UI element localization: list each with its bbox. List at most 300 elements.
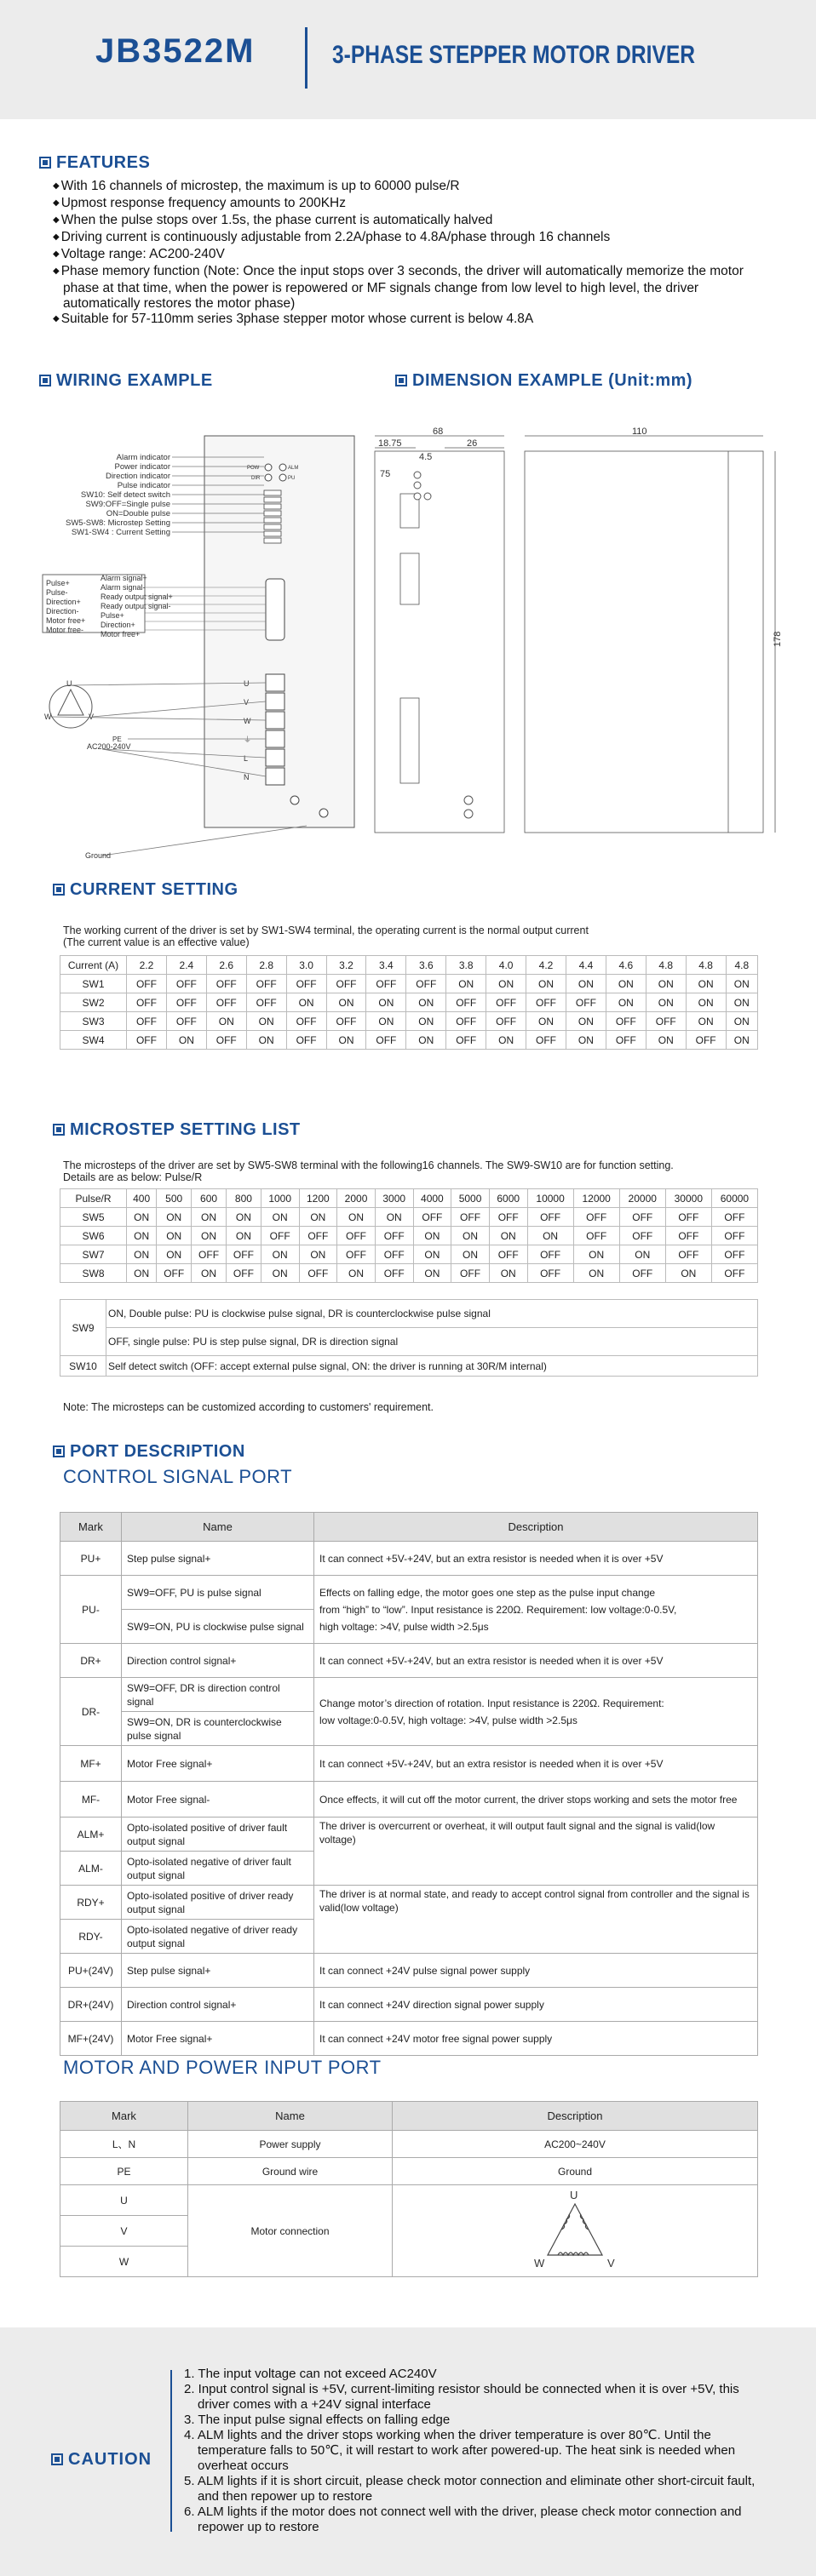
value-cell: ON	[299, 1245, 337, 1264]
dim-110: 110	[632, 426, 647, 437]
dim-4-5: 4.5	[419, 452, 433, 462]
value-cell: ON	[299, 1208, 337, 1227]
value-cell: 3.2	[326, 956, 366, 975]
value-cell: 20000	[619, 1189, 665, 1208]
value-cell: OFF	[711, 1264, 757, 1283]
mark-cell: W	[60, 2247, 188, 2277]
led-label: POW	[247, 466, 260, 471]
name-cell: SW9=ON, PU is clockwise pulse signal	[122, 1610, 314, 1644]
wiring-title: WIRING EXAMPLE	[56, 371, 213, 390]
value-cell: ON	[665, 1264, 711, 1283]
row-label-cell: SW3	[60, 1012, 127, 1031]
value-cell: ON	[446, 975, 486, 993]
feature-item: ◆ With 16 channels of microstep, the maximum is up to 60000 pulse/R	[53, 179, 751, 196]
sw9-on-desc: ON, Double pulse: PU is clockwise pulse signal, DR is counterclockwise pulse signal	[106, 1300, 758, 1328]
value-cell: OFF	[665, 1208, 711, 1227]
feature-item: ◆ Suitable for 57-110mm series 3phase stepper motor whose current is below 4.8A	[53, 312, 751, 329]
value-cell: OFF	[527, 1245, 573, 1264]
table-row	[60, 1245, 758, 1264]
value-cell: 400	[127, 1189, 157, 1208]
signal-label: Alarm signal-	[101, 583, 146, 592]
name-cell: Direction control signal+	[122, 1988, 314, 2022]
name-cell: Step pulse signal+	[122, 1542, 314, 1576]
value-cell: OFF	[337, 1245, 376, 1264]
ground-screw-icon	[319, 809, 328, 817]
value-cell: ON	[366, 1012, 406, 1031]
signal-label: Ready output signal+	[101, 592, 173, 601]
led-label: DIR	[251, 476, 261, 481]
value-cell: 1000	[261, 1189, 299, 1208]
value-cell: OFF	[166, 993, 206, 1012]
terminal-label: ⏚	[244, 736, 252, 744]
motor-winding-cell	[393, 2185, 758, 2277]
value-cell: OFF	[366, 1031, 406, 1050]
value-cell: 3.4	[366, 956, 406, 975]
wiring-heading	[39, 371, 213, 391]
value-cell: ON	[192, 1208, 227, 1227]
value-cell: ON	[413, 1227, 451, 1245]
terminal-label: W	[244, 717, 251, 725]
value-cell: OFF	[646, 1012, 686, 1031]
value-cell: 600	[192, 1189, 227, 1208]
value-cell: OFF	[286, 975, 326, 993]
value-cell: 4.8	[646, 956, 686, 975]
value-cell: OFF	[246, 975, 286, 993]
value-cell: ON	[413, 1245, 451, 1264]
name-cell: SW9=OFF, PU is pulse signal	[122, 1576, 314, 1610]
control-port-subheading: CONTROL SIGNAL PORT	[63, 1466, 293, 1487]
row-label-cell: Current (A)	[60, 956, 127, 975]
dim-26: 26	[467, 438, 478, 449]
desc-line: from “high” to “low”. Input resistance is 220Ω. Requirement: low voltage:0-0.5V,	[319, 1603, 677, 1616]
caution-item: 5. ALM lights if it is short circuit, please check motor connection and eliminate other short-circuit fault, and then repower up to restore	[184, 2474, 756, 2504]
value-cell: OFF	[446, 1012, 486, 1031]
product-title: 3-PHASE STEPPER MOTOR DRIVER	[332, 41, 696, 69]
col-name: Name	[188, 2102, 393, 2131]
row-label-cell: SW4	[60, 1031, 127, 1050]
current-note-2: (The current value is an effective value)	[63, 936, 250, 948]
value-cell: ON	[489, 1227, 527, 1245]
table-row	[60, 1264, 758, 1283]
value-cell: OFF	[375, 1245, 413, 1264]
features-heading	[39, 153, 150, 173]
value-cell: 4.6	[606, 956, 646, 975]
desc-cell: It can connect +24V motor free signal power supply	[314, 2022, 758, 2056]
value-cell: OFF	[337, 1227, 376, 1245]
value-cell: ON	[526, 1012, 566, 1031]
col-desc: Description	[393, 2102, 758, 2131]
value-cell: ON	[646, 1031, 686, 1050]
feature-item: ◆ Phase memory function (Note: Once the input stops over 3 seconds, the driver will automatically memorize the motor phase at that time, when the power is repowered or MF signals change from low level to high level, the driver automatically restores the motor phase)	[53, 264, 751, 312]
value-cell: ON	[246, 1031, 286, 1050]
caution-heading	[51, 2450, 152, 2470]
value-cell: ON	[375, 1208, 413, 1227]
value-cell: OFF	[665, 1227, 711, 1245]
value-cell: ON	[566, 1031, 606, 1050]
power-port-subheading: MOTOR AND POWER INPUT PORT	[63, 2057, 382, 2078]
value-cell: 4.4	[566, 956, 606, 975]
value-cell: ON	[526, 975, 566, 993]
name-cell: Motor Free signal-	[122, 1782, 314, 1818]
microstep-footnote: Note: The microsteps can be customized according to customers' requirement.	[63, 1401, 434, 1413]
name-cell: Direction control signal+	[122, 1644, 314, 1678]
table-row	[60, 975, 758, 993]
mark-cell: RDY+	[60, 1886, 122, 1920]
desc-cell: It can connect +5V-+24V, but an extra resistor is needed when it is over +5V	[314, 1746, 758, 1782]
value-cell: OFF	[286, 1031, 326, 1050]
value-cell: OFF	[489, 1245, 527, 1264]
value-cell: OFF	[286, 1012, 326, 1031]
ac-label: AC200-240V	[87, 742, 131, 751]
value-cell: OFF	[619, 1264, 665, 1283]
desc-cell: Ground	[393, 2158, 758, 2185]
desc-cell: It can connect +24V direction signal power supply	[314, 1988, 758, 2022]
value-cell: ON	[686, 975, 726, 993]
signal-label: Ready output signal-	[101, 602, 171, 610]
value-cell: OFF	[406, 975, 446, 993]
db15-connector[interactable]	[266, 579, 284, 640]
mark-cell: PU+	[60, 1542, 122, 1576]
name-cell: Ground wire	[188, 2158, 393, 2185]
value-cell: ON	[606, 993, 646, 1012]
mark-cell: PU-	[60, 1576, 122, 1644]
terminal-label: N	[244, 773, 250, 781]
microstep-table	[60, 1188, 758, 1283]
feature-item: ◆ Voltage range: AC200-240V	[53, 247, 751, 264]
value-cell: OFF	[711, 1245, 757, 1264]
value-cell: ON	[413, 1264, 451, 1283]
current-heading	[53, 880, 238, 900]
value-cell: ON	[686, 1012, 726, 1031]
desc-cell: AC200~240V	[393, 2131, 758, 2158]
mark-cell: DR+	[60, 1644, 122, 1678]
value-cell: ON	[127, 1208, 157, 1227]
value-cell: OFF	[127, 975, 167, 993]
value-cell: ON	[619, 1245, 665, 1264]
value-cell: OFF	[299, 1264, 337, 1283]
terminal-label: V	[244, 698, 250, 707]
signal-label: Motor free+	[101, 630, 141, 638]
value-cell: 3.8	[446, 956, 486, 975]
signal-label: Pulse-	[46, 588, 68, 597]
header-divider	[305, 27, 307, 89]
row-label-cell: SW7	[60, 1245, 127, 1264]
dimension-drawing	[366, 426, 792, 847]
value-cell: OFF	[375, 1227, 413, 1245]
sw9-label: SW9	[60, 1300, 106, 1356]
col-mark: Mark	[60, 2102, 188, 2131]
value-cell: ON	[486, 1031, 526, 1050]
mark-cell: MF+(24V)	[60, 2022, 122, 2056]
value-cell: ON	[726, 1031, 757, 1050]
desc-line: high voltage: >4V, pulse width >2.5μs	[319, 1620, 489, 1633]
ground-label: Ground	[85, 851, 112, 860]
mark-cell: MF-	[60, 1782, 122, 1818]
value-cell: ON	[157, 1227, 192, 1245]
row-label-cell: SW2	[60, 993, 127, 1012]
caution-item: 2. Input control signal is +5V, current-limiting resistor should be connected when it is over +5V, this driver comes with a +24V signal interface	[184, 2382, 739, 2412]
current-title: CURRENT SETTING	[70, 880, 238, 899]
value-cell: ON	[726, 993, 757, 1012]
value-cell: ON	[451, 1245, 490, 1264]
value-cell: ON	[166, 1031, 206, 1050]
value-cell: OFF	[375, 1264, 413, 1283]
value-cell: 2.8	[246, 956, 286, 975]
desc-cell: It can connect +5V-+24V, but an extra resistor is needed when it is over +5V	[314, 1644, 758, 1678]
caution-item: 3. The input pulse signal effects on falling edge	[184, 2413, 451, 2427]
value-cell: ON	[127, 1245, 157, 1264]
value-cell: ON	[573, 1264, 619, 1283]
indicator-label: Direction indicator	[105, 472, 170, 481]
value-cell: ON	[573, 1245, 619, 1264]
value-cell: ON	[286, 993, 326, 1012]
pe-label: PE	[112, 736, 122, 743]
led-label: PU	[288, 476, 296, 481]
value-cell: OFF	[619, 1227, 665, 1245]
value-cell: OFF	[526, 1031, 566, 1050]
value-cell: ON	[206, 1012, 246, 1031]
page-header	[0, 0, 816, 119]
value-cell: ON	[566, 975, 606, 993]
table-row	[60, 1012, 758, 1031]
microstep-heading	[53, 1120, 301, 1140]
table-row	[60, 1208, 758, 1227]
value-cell: ON	[406, 1012, 446, 1031]
dir-led	[265, 474, 272, 481]
value-cell: OFF	[206, 993, 246, 1012]
winding-w: W	[534, 2256, 545, 2270]
name-cell: SW9=ON, DR is counterclockwise pulse signal	[122, 1712, 314, 1746]
name-cell: Step pulse signal+	[122, 1954, 314, 1988]
value-cell: OFF	[413, 1208, 451, 1227]
led-label: ALM	[288, 466, 299, 471]
value-cell: OFF	[127, 1012, 167, 1031]
name-cell: Motor connection	[188, 2185, 393, 2277]
value-cell: 12000	[573, 1189, 619, 1208]
value-cell: OFF	[619, 1208, 665, 1227]
pu-led	[279, 474, 286, 481]
motor-v: V	[89, 713, 95, 721]
value-cell: 60000	[711, 1189, 757, 1208]
dimension-heading	[395, 371, 692, 391]
value-cell: OFF	[166, 1012, 206, 1031]
value-cell: 5000	[451, 1189, 490, 1208]
caution-item: 1. The input voltage can not exceed AC240V	[184, 2367, 437, 2381]
value-cell: 4.0	[486, 956, 526, 975]
value-cell: ON	[127, 1227, 157, 1245]
name-cell: Opto-isolated positive of driver fault output signal	[122, 1818, 314, 1852]
desc-cell: The driver is at normal state, and ready to accept control signal from controller and the signal is valid(low voltage)	[314, 1886, 758, 1954]
value-cell: 4.8	[726, 956, 757, 975]
sw10-label: SW10	[60, 1356, 106, 1377]
section-square-icon	[53, 1124, 65, 1136]
mark-cell: DR-	[60, 1678, 122, 1746]
table-row	[60, 1031, 758, 1050]
caution-title: CAUTION	[68, 2450, 152, 2469]
dim-18-75: 18.75	[378, 438, 402, 449]
caution-panel	[0, 2327, 816, 2576]
value-cell: 2000	[337, 1189, 376, 1208]
indicator-label: SW9:OFF=Single pulse	[85, 500, 170, 509]
desc-cell: It can connect +5V-+24V, but an extra resistor is needed when it is over +5V	[314, 1542, 758, 1576]
value-cell: ON	[451, 1227, 490, 1245]
desc-line: Effects on falling edge, the motor goes one step as the pulse input change	[319, 1586, 656, 1599]
mark-cell: PE	[60, 2158, 188, 2185]
value-cell: 3.0	[286, 956, 326, 975]
indicator-label: Pulse indicator	[117, 481, 170, 490]
value-cell: OFF	[527, 1264, 573, 1283]
value-cell: OFF	[299, 1227, 337, 1245]
value-cell: OFF	[686, 1031, 726, 1050]
value-cell: ON	[127, 1264, 157, 1283]
table-header-row	[60, 1189, 758, 1208]
value-cell: OFF	[606, 1012, 646, 1031]
value-cell: ON	[566, 1012, 606, 1031]
feature-item: ◆ Driving current is continuously adjustable from 2.2A/phase to 4.8A/phase through 16 channels	[53, 230, 751, 247]
feature-item: ◆ When the pulse stops over 1.5s, the phase current is automatically halved	[53, 213, 751, 230]
value-cell: OFF	[451, 1208, 490, 1227]
value-cell: ON	[406, 1031, 446, 1050]
value-cell: ON	[192, 1227, 227, 1245]
sw10-desc: Self detect switch (OFF: accept external pulse signal, ON: the driver is running at 30R/M internal)	[106, 1356, 758, 1377]
value-cell: OFF	[566, 993, 606, 1012]
value-cell: ON	[261, 1264, 299, 1283]
value-cell: ON	[489, 1264, 527, 1283]
mark-cell: ALM+	[60, 1818, 122, 1852]
feature-item: ◆ Upmost response frequency amounts to 200KHz	[53, 196, 751, 213]
section-square-icon	[53, 1445, 65, 1457]
value-cell: 2.2	[127, 956, 167, 975]
winding-u: U	[570, 2188, 578, 2201]
value-cell: OFF	[573, 1208, 619, 1227]
value-cell: OFF	[226, 1245, 261, 1264]
value-cell: OFF	[261, 1227, 299, 1245]
value-cell: OFF	[527, 1208, 573, 1227]
sw9-off-desc: OFF, single pulse: PU is step pulse signal, DR is direction signal	[106, 1328, 758, 1356]
value-cell: 6000	[489, 1189, 527, 1208]
value-cell: ON	[192, 1264, 227, 1283]
value-cell: ON	[261, 1208, 299, 1227]
features-list	[53, 179, 751, 329]
value-cell: OFF	[246, 993, 286, 1012]
desc-line: low voltage:0-0.5V, high voltage: >4V, pulse width >2.5μs	[319, 1714, 578, 1726]
mark-cell: RDY-	[60, 1920, 122, 1954]
name-cell: SW9=OFF, DR is direction control signal	[122, 1678, 314, 1712]
value-cell: ON	[157, 1208, 192, 1227]
value-cell: OFF	[326, 1012, 366, 1031]
name-cell: Motor Free signal+	[122, 1746, 314, 1782]
value-cell: ON	[726, 1012, 757, 1031]
value-cell: 3.6	[406, 956, 446, 975]
value-cell: OFF	[166, 975, 206, 993]
section-square-icon	[39, 157, 51, 169]
value-cell: OFF	[366, 975, 406, 993]
section-square-icon	[51, 2453, 63, 2465]
value-cell: ON	[486, 975, 526, 993]
mark-cell: L、N	[60, 2131, 188, 2158]
value-cell: OFF	[206, 975, 246, 993]
desc-cell: Once effects, it will cut off the motor current, the driver stops working and sets the motor free	[314, 1782, 758, 1818]
microstep-note-1: The microsteps of the driver are set by SW5-SW8 terminal with the following16 channels. The SW9-SW10 are for function setting.	[63, 1159, 674, 1171]
value-cell: OFF	[127, 993, 167, 1012]
dim-178: 178	[773, 631, 783, 647]
value-cell: ON	[366, 993, 406, 1012]
section-square-icon	[53, 884, 65, 896]
value-cell: 4.8	[686, 956, 726, 975]
desc-cell: The driver is overcurrent or overheat, it will output fault signal and the signal is valid(low voltage)	[314, 1818, 758, 1886]
signal-label: Direction-	[46, 607, 79, 615]
indicator-label: SW5-SW8: Microstep Setting	[65, 518, 170, 528]
value-cell: 4000	[413, 1189, 451, 1208]
current-note-1: The working current of the driver is set by SW1-SW4 terminal, the operating current is the normal output current	[63, 924, 589, 936]
winding-v: V	[607, 2256, 615, 2270]
row-label-cell: SW1	[60, 975, 127, 993]
motor-winding-icon	[524, 2189, 626, 2270]
motor-symbol	[49, 685, 95, 728]
value-cell: OFF	[606, 1031, 646, 1050]
table-header-row	[60, 956, 758, 975]
mark-cell: V	[60, 2216, 188, 2247]
value-cell: ON	[246, 1012, 286, 1031]
signal-label: Alarm signal+	[101, 574, 147, 582]
caution-item: 6. ALM lights if the motor does not connect well with the driver, please check motor connection and repower up to restore	[184, 2504, 742, 2534]
value-cell: 3000	[375, 1189, 413, 1208]
value-cell: ON	[606, 975, 646, 993]
value-cell: OFF	[127, 1031, 167, 1050]
caution-divider	[170, 2370, 172, 2532]
value-cell: ON	[406, 993, 446, 1012]
table-row	[60, 993, 758, 1012]
value-cell: 800	[226, 1189, 261, 1208]
indicator-label: Alarm indicator	[116, 453, 170, 462]
dim-68: 68	[433, 426, 444, 437]
col-name: Name	[122, 1513, 314, 1542]
value-cell: OFF	[326, 975, 366, 993]
value-cell: OFF	[226, 1264, 261, 1283]
indicator-label: Power indicator	[114, 462, 170, 472]
value-cell: 500	[157, 1189, 192, 1208]
mark-cell: DR+(24V)	[60, 1988, 122, 2022]
pow-led	[265, 464, 272, 471]
value-cell: ON	[337, 1264, 376, 1283]
mark-cell: ALM-	[60, 1852, 122, 1886]
value-cell: ON	[226, 1208, 261, 1227]
dimension-title: DIMENSION EXAMPLE (Unit:mm)	[412, 371, 693, 390]
features-title: FEATURES	[56, 153, 151, 172]
value-cell: ON	[646, 975, 686, 993]
caution-item: 4. ALM lights and the driver stops working when the driver temperature is over 80℃. Until the temperature falls to 50℃, it will restart to work after powered-up. The heat sink is needed when overheat occurs	[184, 2428, 736, 2473]
current-table	[60, 955, 758, 1050]
value-cell: 1200	[299, 1189, 337, 1208]
indicator-label: SW10: Self detect switch	[80, 490, 170, 500]
value-cell: OFF	[486, 1012, 526, 1031]
name-cell: Motor Free signal+	[122, 2022, 314, 2056]
value-cell: OFF	[665, 1245, 711, 1264]
signal-label: Motor free+	[46, 616, 86, 625]
row-label-cell: SW8	[60, 1264, 127, 1283]
value-cell: OFF	[206, 1031, 246, 1050]
value-cell: 4.2	[526, 956, 566, 975]
motor-w: W	[44, 713, 52, 721]
name-cell: Power supply	[188, 2131, 393, 2158]
desc-cell: It can connect +24V pulse signal power supply	[314, 1954, 758, 1988]
value-cell: OFF	[451, 1264, 490, 1283]
value-cell: OFF	[446, 1031, 486, 1050]
value-cell: ON	[527, 1227, 573, 1245]
row-label-cell: Pulse/R	[60, 1189, 127, 1208]
dim-7-5: 75	[380, 469, 391, 479]
value-cell: 2.4	[166, 956, 206, 975]
